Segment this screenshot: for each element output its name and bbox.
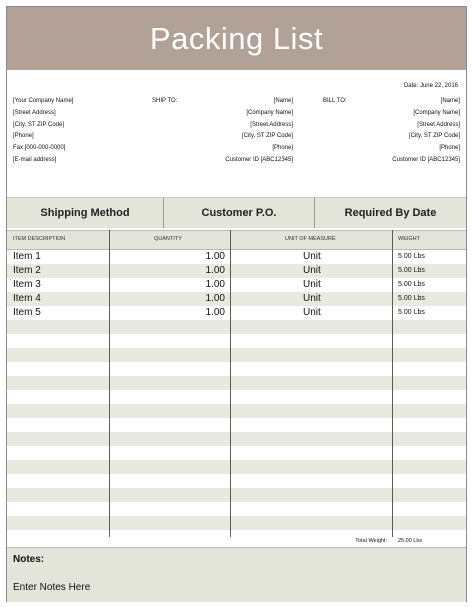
bill-to-phone[interactable]: [Phone]: [439, 145, 460, 152]
table-row: [7, 418, 466, 432]
notes-label: Notes:: [13, 554, 45, 565]
date-field[interactable]: Date: June 22, 2016: [403, 83, 458, 89]
company-email[interactable]: [E-mail address]: [13, 156, 57, 163]
table-row: [7, 502, 466, 516]
item-quantity-cell[interactable]: 1.00: [205, 265, 225, 276]
ship-to-label: SHIP TO:: [152, 98, 178, 104]
item-table: [7, 250, 466, 530]
bill-to-block: [392, 96, 460, 167]
table-row: [7, 446, 466, 460]
required-by-date-header: Required By Date: [344, 207, 437, 219]
company-city[interactable]: [City, ST ZIP Code]: [13, 121, 65, 128]
ship-to-customer-id[interactable]: Customer ID [ABC12345]: [225, 156, 293, 163]
quantity-header: QUANTITY: [154, 236, 182, 242]
item-weight-cell[interactable]: 5.00 Lbs: [398, 295, 425, 302]
item-weight-cell[interactable]: 5.00 Lbs: [398, 281, 425, 288]
item-quantity-cell[interactable]: 1.00: [205, 307, 225, 318]
item-unit-cell[interactable]: Unit: [303, 293, 321, 304]
shipping-header-band: [7, 197, 466, 228]
item-weight-cell[interactable]: 5.00 Lbs: [398, 253, 425, 260]
table-row: [7, 488, 466, 502]
bill-to-city[interactable]: [City, ST ZIP Code]: [408, 133, 460, 140]
column-divider: [230, 230, 231, 537]
bill-to-name[interactable]: [Name]: [440, 98, 460, 104]
packing-list-sheet: [6, 6, 467, 602]
item-unit-cell[interactable]: Unit: [303, 265, 321, 276]
table-row: [7, 432, 466, 446]
item-description-cell[interactable]: Item 3: [13, 279, 41, 290]
table-row: [7, 278, 466, 292]
bill-to-street[interactable]: [Street Address]: [417, 121, 460, 128]
notes-section: [7, 547, 466, 602]
table-row: [7, 404, 466, 418]
title-banner: [7, 7, 466, 70]
company-phone[interactable]: [Phone]: [13, 133, 34, 140]
table-row: [7, 250, 466, 264]
company-address-block: [13, 96, 73, 167]
total-weight-value[interactable]: 25.00 Lbs: [398, 538, 423, 544]
item-quantity-cell[interactable]: 1.00: [205, 251, 225, 262]
table-row: [7, 306, 466, 320]
column-divider: [392, 230, 393, 537]
item-description-header: ITEM DESCRIPTION: [13, 236, 66, 242]
item-column-header: [7, 230, 466, 250]
bill-to-customer-id[interactable]: Customer ID [ABC12345]: [392, 156, 460, 163]
ship-to-company[interactable]: [Company Name]: [246, 109, 293, 116]
bill-to-label: BILL TO:: [323, 98, 347, 104]
table-row: [7, 292, 466, 306]
table-row: [7, 334, 466, 348]
company-fax[interactable]: Fax [000-000-0000]: [13, 145, 66, 152]
bill-to-company[interactable]: [Company Name]: [413, 109, 460, 116]
total-weight-label: Total Weight:: [355, 538, 387, 544]
item-unit-cell[interactable]: Unit: [303, 279, 321, 290]
table-row: [7, 474, 466, 488]
table-row: [7, 460, 466, 474]
column-divider: [109, 230, 110, 537]
table-row: [7, 348, 466, 362]
company-street[interactable]: [Street Address]: [13, 109, 56, 116]
ship-to-name[interactable]: [Name]: [273, 98, 293, 104]
item-description-cell[interactable]: Item 5: [13, 307, 41, 318]
page-title: Packing List: [149, 20, 324, 56]
ship-to-block: [225, 96, 293, 167]
table-row: [7, 516, 466, 530]
table-row: [7, 320, 466, 334]
item-description-cell[interactable]: Item 4: [13, 293, 41, 304]
item-weight-cell[interactable]: 5.00 Lbs: [398, 267, 425, 274]
customer-po-header: Customer P.O.: [201, 207, 277, 219]
table-row: [7, 376, 466, 390]
ship-to-phone[interactable]: [Phone]: [272, 145, 293, 152]
company-name[interactable]: [Your Company Name]: [13, 98, 74, 104]
item-quantity-cell[interactable]: 1.00: [205, 293, 225, 304]
table-row: [7, 362, 466, 376]
item-unit-cell[interactable]: Unit: [303, 251, 321, 262]
item-description-cell[interactable]: Item 1: [13, 251, 41, 262]
item-unit-cell[interactable]: Unit: [303, 307, 321, 318]
table-row: [7, 264, 466, 278]
table-row: [7, 390, 466, 404]
notes-text[interactable]: Enter Notes Here: [13, 582, 91, 593]
item-quantity-cell[interactable]: 1.00: [205, 279, 225, 290]
shipping-method-header: Shipping Method: [40, 207, 130, 219]
unit-of-measure-header: UNIT OF MEASURE: [285, 236, 336, 242]
item-description-cell[interactable]: Item 2: [13, 265, 41, 276]
ship-to-street[interactable]: [Street Address]: [250, 121, 293, 128]
item-weight-cell[interactable]: 5.00 Lbs: [398, 309, 425, 316]
ship-to-city[interactable]: [City, ST ZIP Code]: [241, 133, 293, 140]
weight-header: WEIGHT: [398, 236, 420, 242]
